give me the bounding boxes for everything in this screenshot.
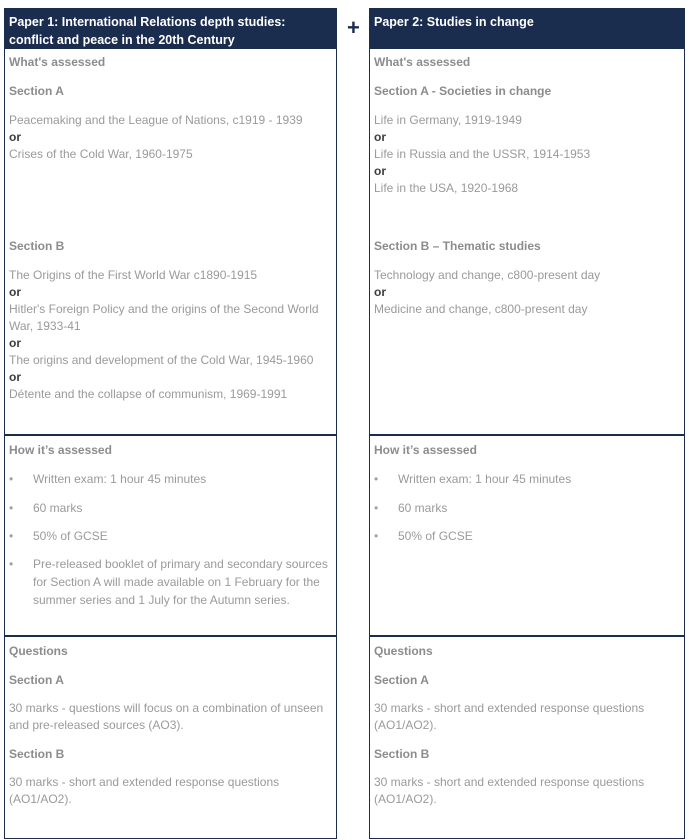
list-item: • Pre-released booklet of primary and secondary sources for Section A will made available on 1 February for the summer series and 1 July for the Autumn series. xyxy=(9,557,328,607)
or-label: or xyxy=(9,130,21,144)
paper2-section-b-list xyxy=(374,267,678,318)
paper2-q-section-a-text: 30 marks - short and extended response questions (AO1/AO2). xyxy=(374,701,645,732)
paper1-section-a-list xyxy=(9,112,330,163)
paper1-column xyxy=(4,8,337,839)
bullet-icon: • xyxy=(374,472,379,486)
paper2-questions-heading: Questions xyxy=(374,644,433,658)
paper2-column xyxy=(369,8,685,839)
list-item: Crises of the Cold War, 1960-1975 xyxy=(9,147,193,161)
paper2-q-section-b-text: 30 marks - short and extended response questions (AO1/AO2). xyxy=(374,775,645,806)
paper2-section-a-heading: Section A - Societies in change xyxy=(374,84,552,98)
paper1-whats-assessed-panel xyxy=(4,49,337,435)
bullet-icon: • xyxy=(9,529,14,543)
bullet-icon: • xyxy=(9,557,14,571)
paper1-questions-heading: Questions xyxy=(9,644,68,658)
list-item: Peacemaking and the League of Nations, c1919 - 1939 xyxy=(9,113,303,127)
list-item: The Origins of the First World War c1890-1915 xyxy=(9,268,258,282)
paper2-section-b-heading: Section B – Thematic studies xyxy=(374,239,541,253)
list-item: • Written exam: 1 hour 45 minutes xyxy=(374,472,572,486)
paper2-section-a-list xyxy=(374,112,678,197)
list-item: Détente and the collapse of communism, 1969-1991 xyxy=(9,387,288,401)
or-label: or xyxy=(9,336,21,350)
paper1-q-section-b-heading: Section B xyxy=(9,747,65,761)
list-item: Life in Russia and the USSR, 1914-1953 xyxy=(374,147,591,161)
paper2-how-assessed-panel xyxy=(369,435,685,636)
list-item: • 50% of GCSE xyxy=(9,529,108,543)
paper2-whats-assessed-panel xyxy=(369,49,685,435)
paper1-whats-assessed-heading: What's assessed xyxy=(9,55,106,69)
paper1-q-section-b-text: 30 marks - short and extended response questions (AO1/AO2). xyxy=(9,775,280,806)
paper1-how-assessed-heading: How it’s assessed xyxy=(9,443,112,457)
list-item: • Written exam: 1 hour 45 minutes xyxy=(9,472,207,486)
plus-sign: + xyxy=(347,15,360,40)
list-item: Life in Germany, 1919-1949 xyxy=(374,113,522,127)
list-item: Medicine and change, c800-present day xyxy=(374,302,588,316)
paper1-section-b-heading: Section B xyxy=(9,239,65,253)
or-label: or xyxy=(9,370,21,384)
or-label: or xyxy=(374,130,386,144)
or-label: or xyxy=(374,285,386,299)
paper1-q-section-a-heading: Section A xyxy=(9,673,64,687)
paper1-how-assessed-panel xyxy=(4,435,337,636)
bullet-icon: • xyxy=(374,501,379,515)
list-item: Life in the USA, 1920-1968 xyxy=(374,181,519,195)
paper1-section-a-heading: Section A xyxy=(9,84,64,98)
paper2-q-section-a-heading: Section A xyxy=(374,673,429,687)
paper2-how-assessed-heading: How it’s assessed xyxy=(374,443,477,457)
or-label: or xyxy=(374,164,386,178)
paper1-section-b-list xyxy=(9,267,330,403)
paper2-title: Paper 2: Studies in change xyxy=(369,8,685,49)
list-item: Hitler's Foreign Policy and the origins of the Second World War, 1933-41 xyxy=(9,302,319,333)
list-item: • 50% of GCSE xyxy=(374,529,473,543)
bullet-icon: • xyxy=(374,529,379,543)
list-item: The origins and development of the Cold War, 1945-1960 xyxy=(9,353,314,367)
bullet-icon: • xyxy=(9,472,14,486)
list-item: Technology and change, c800-present day xyxy=(374,268,601,282)
paper2-whats-assessed-heading: What's assessed xyxy=(374,55,471,69)
paper2-questions-panel xyxy=(369,636,685,839)
list-item: • 60 marks xyxy=(374,501,448,515)
paper1-q-section-a-text: 30 marks - questions will focus on a combination of unseen and pre-released sources (AO3). xyxy=(9,701,324,732)
paper2-q-section-b-heading: Section B xyxy=(374,747,430,761)
bullet-icon: • xyxy=(9,501,14,515)
or-label: or xyxy=(9,285,21,299)
paper1-questions-panel xyxy=(4,636,337,839)
paper1-title: Paper 1: International Relations depth studies: conflict and peace in the 20th Century xyxy=(4,8,337,49)
list-item: • 60 marks xyxy=(9,501,83,515)
